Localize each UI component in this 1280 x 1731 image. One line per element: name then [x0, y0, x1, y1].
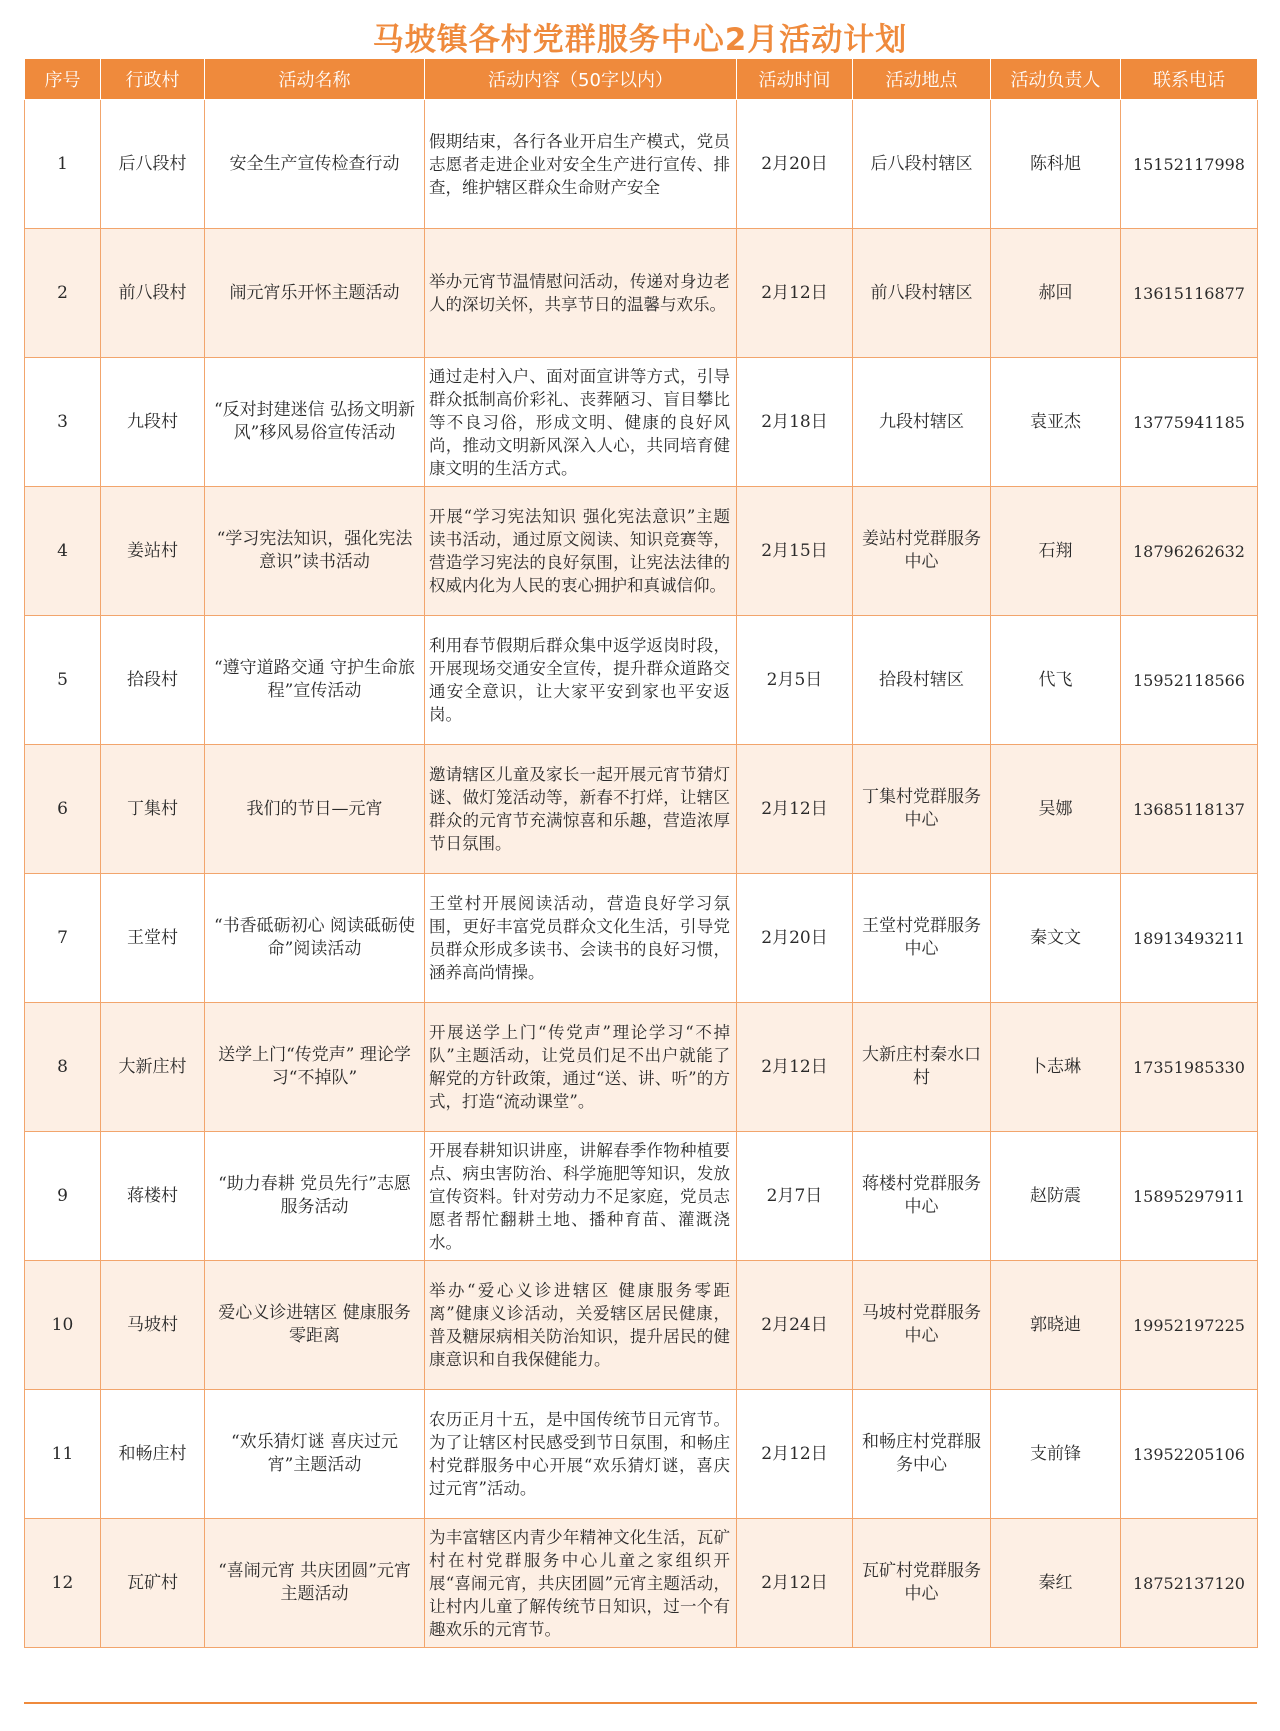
cell-phone: 13952205106: [1121, 1390, 1258, 1519]
cell-activity-date: 2月24日: [737, 1261, 853, 1390]
table-row: [25, 1261, 1258, 1390]
cell-village: 瓦矿村: [101, 1519, 205, 1648]
cell-activity-content: 为丰富辖区内青少年精神文化生活，瓦矿村在村党群服务中心儿童之家组织开展“喜闹元宵，共庆团圆”元宵主题活动，让村内儿童了解传统节日知识，过一个有趣欢乐的元宵节。: [425, 1519, 737, 1648]
table-row: [25, 1003, 1258, 1132]
table-header-row: [25, 59, 1258, 100]
cell-no: 7: [25, 874, 101, 1003]
cell-activity-place: 大新庄村秦水口村: [853, 1003, 991, 1132]
cell-leader: 卜志琳: [991, 1003, 1121, 1132]
table-row: [25, 745, 1258, 874]
table-row: [25, 1519, 1258, 1648]
cell-activity-content: 通过走村入户、面对面宣讲等方式，引导群众抵制高价彩礼、丧葬陋习、盲目攀比等不良习俗，形成文明、健康的良好风尚，推动文明新风深入人心，共同培育健康文明的生活方式。: [425, 358, 737, 487]
cell-no: 4: [25, 487, 101, 616]
cell-activity-name: “遵守道路交通 守护生命旅程”宣传活动: [205, 616, 425, 745]
cell-activity-name: “书香砥砺初心 阅读砥砺使命”阅读活动: [205, 874, 425, 1003]
cell-activity-date: 2月15日: [737, 487, 853, 616]
cell-activity-date: 2月12日: [737, 1519, 853, 1648]
cell-activity-name: “反对封建迷信 弘扬文明新风”移风易俗宣传活动: [205, 358, 425, 487]
table-row: [25, 1132, 1258, 1261]
cell-activity-content: 利用春节假期后群众集中返学返岗时段，开展现场交通安全宣传，提升群众道路交通安全意识，让大家平安到家也平安返岗。: [425, 616, 737, 745]
cell-leader: 郭晓迪: [991, 1261, 1121, 1390]
cell-no: 11: [25, 1390, 101, 1519]
cell-activity-name: “学习宪法知识，强化宪法意识”读书活动: [205, 487, 425, 616]
cell-phone: 17351985330: [1121, 1003, 1258, 1132]
cell-village: 马坡村: [101, 1261, 205, 1390]
column-header-activity-date: 活动时间: [737, 59, 853, 100]
cell-activity-date: 2月5日: [737, 616, 853, 745]
cell-activity-content: 举办元宵节温情慰问活动，传递对身边老人的深切关怀，共享节日的温馨与欢乐。: [425, 229, 737, 358]
cell-phone: 15895297911: [1121, 1132, 1258, 1261]
cell-activity-place: 和畅庄村党群服务中心: [853, 1390, 991, 1519]
cell-leader: 吴娜: [991, 745, 1121, 874]
cell-activity-place: 瓦矿村党群服务中心: [853, 1519, 991, 1648]
cell-no: 10: [25, 1261, 101, 1390]
cell-village: 前八段村: [101, 229, 205, 358]
cell-activity-date: 2月12日: [737, 229, 853, 358]
table-row: [25, 874, 1258, 1003]
cell-leader: 陈科旭: [991, 100, 1121, 229]
table-row: [25, 229, 1258, 358]
cell-leader: 秦文文: [991, 874, 1121, 1003]
cell-phone: 13615116877: [1121, 229, 1258, 358]
cell-activity-date: 2月20日: [737, 100, 853, 229]
cell-leader: 石翔: [991, 487, 1121, 616]
cell-activity-content: 假期结束，各行各业开启生产模式，党员志愿者走进企业对安全生产进行宣传、排查，维护辖区群众生命财产安全: [425, 100, 737, 229]
cell-phone: 15152117998: [1121, 100, 1258, 229]
cell-activity-place: 马坡村党群服务中心: [853, 1261, 991, 1390]
column-header-village: 行政村: [101, 59, 205, 100]
cell-activity-place: 蒋楼村党群服务中心: [853, 1132, 991, 1261]
cell-activity-place: 丁集村党群服务中心: [853, 745, 991, 874]
cell-activity-content: 开展“学习宪法知识 强化宪法意识”主题读书活动，通过原文阅读、知识竞赛等，营造学习宪法的良好氛围，让宪法法律的权威内化为人民的衷心拥护和真诚信仰。: [425, 487, 737, 616]
cell-activity-name: 爱心义诊进辖区 健康服务零距离: [205, 1261, 425, 1390]
cell-activity-place: 拾段村辖区: [853, 616, 991, 745]
cell-activity-date: 2月20日: [737, 874, 853, 1003]
cell-activity-place: 前八段村辖区: [853, 229, 991, 358]
table-row: [25, 100, 1258, 229]
cell-village: 九段村: [101, 358, 205, 487]
cell-activity-content: 邀请辖区儿童及家长一起开展元宵节猜灯谜、做灯笼活动等，新春不打烊，让辖区群众的元宵节充满惊喜和乐趣，营造浓厚节日氛围。: [425, 745, 737, 874]
cell-activity-name: 我们的节日—元宵: [205, 745, 425, 874]
table-row: [25, 1390, 1258, 1519]
cell-leader: 赵防震: [991, 1132, 1121, 1261]
cell-activity-name: “喜闹元宵 共庆团圆”元宵主题活动: [205, 1519, 425, 1648]
cell-activity-name: 安全生产宣传检查行动: [205, 100, 425, 229]
cell-activity-content: 举办“爱心义诊进辖区 健康服务零距离”健康义诊活动，关爱辖区居民健康，普及糖尿病相关防治知识，提升居民的健康意识和自我保健能力。: [425, 1261, 737, 1390]
page-title: 马坡镇各村党群服务中心2月活动计划: [372, 22, 908, 58]
cell-phone: 18796262632: [1121, 487, 1258, 616]
column-header-activity-content: 活动内容（50字以内）: [425, 59, 737, 100]
cell-phone: 15952118566: [1121, 616, 1258, 745]
table-body: [25, 100, 1258, 1648]
cell-no: 6: [25, 745, 101, 874]
cell-activity-content: 开展春耕知识讲座，讲解春季作物种植要点、病虫害防治、科学施肥等知识，发放宣传资料。针对劳动力不足家庭，党员志愿者帮忙翻耕土地、播种育苗、灌溉浇水。: [425, 1132, 737, 1261]
cell-leader: 郝回: [991, 229, 1121, 358]
activity-plan-table: [24, 58, 1258, 1648]
cell-phone: 18752137120: [1121, 1519, 1258, 1648]
cell-village: 和畅庄村: [101, 1390, 205, 1519]
cell-activity-place: 王堂村党群服务中心: [853, 874, 991, 1003]
cell-activity-place: 九段村辖区: [853, 358, 991, 487]
column-header-activity-name: 活动名称: [205, 59, 425, 100]
cell-village: 姜站村: [101, 487, 205, 616]
table-row: [25, 616, 1258, 745]
cell-activity-place: 姜站村党群服务中心: [853, 487, 991, 616]
cell-activity-name: “助力春耕 党员先行”志愿服务活动: [205, 1132, 425, 1261]
cell-activity-content: 农历正月十五，是中国传统节日元宵节。为了让辖区村民感受到节日氛围，和畅庄村党群服务中心开展“欢乐猜灯谜，喜庆过元宵”活动。: [425, 1390, 737, 1519]
cell-activity-place: 后八段村辖区: [853, 100, 991, 229]
cell-activity-date: 2月12日: [737, 745, 853, 874]
cell-phone: 18913493211: [1121, 874, 1258, 1003]
cell-village: 后八段村: [101, 100, 205, 229]
table-row: [25, 358, 1258, 487]
table-row: [25, 487, 1258, 616]
cell-activity-name: 送学上门“传党声” 理论学习“不掉队”: [205, 1003, 425, 1132]
bottom-divider: [24, 1702, 1257, 1704]
cell-activity-name: “欢乐猜灯谜 喜庆过元宵”主题活动: [205, 1390, 425, 1519]
cell-village: 拾段村: [101, 616, 205, 745]
column-header-activity-place: 活动地点: [853, 59, 991, 100]
cell-leader: 袁亚杰: [991, 358, 1121, 487]
cell-activity-date: 2月18日: [737, 358, 853, 487]
cell-leader: 秦红: [991, 1519, 1121, 1648]
cell-activity-date: 2月12日: [737, 1390, 853, 1519]
cell-village: 大新庄村: [101, 1003, 205, 1132]
cell-phone: 19952197225: [1121, 1261, 1258, 1390]
cell-no: 5: [25, 616, 101, 745]
cell-activity-content: 王堂村开展阅读活动，营造良好学习氛围，更好丰富党员群众文化生活，引导党员群众形成多读书、会读书的良好习惯，涵养高尚情操。: [425, 874, 737, 1003]
cell-no: 9: [25, 1132, 101, 1261]
cell-activity-content: 开展送学上门“传党声”理论学习“不掉队”主题活动，让党员们足不出户就能了解党的方针政策，通过“送、讲、听”的方式，打造“流动课堂”。: [425, 1003, 737, 1132]
cell-leader: 支前锋: [991, 1390, 1121, 1519]
cell-activity-date: 2月12日: [737, 1003, 853, 1132]
column-header-no: 序号: [25, 59, 101, 100]
cell-phone: 13775941185: [1121, 358, 1258, 487]
column-header-leader: 活动负责人: [991, 59, 1121, 100]
cell-no: 1: [25, 100, 101, 229]
cell-leader: 代飞: [991, 616, 1121, 745]
cell-village: 丁集村: [101, 745, 205, 874]
cell-no: 3: [25, 358, 101, 487]
cell-village: 王堂村: [101, 874, 205, 1003]
cell-village: 蒋楼村: [101, 1132, 205, 1261]
column-header-phone: 联系电话: [1121, 59, 1258, 100]
cell-no: 12: [25, 1519, 101, 1648]
cell-no: 2: [25, 229, 101, 358]
cell-activity-date: 2月7日: [737, 1132, 853, 1261]
cell-activity-name: 闹元宵乐开怀主题活动: [205, 229, 425, 358]
cell-no: 8: [25, 1003, 101, 1132]
cell-phone: 13685118137: [1121, 745, 1258, 874]
